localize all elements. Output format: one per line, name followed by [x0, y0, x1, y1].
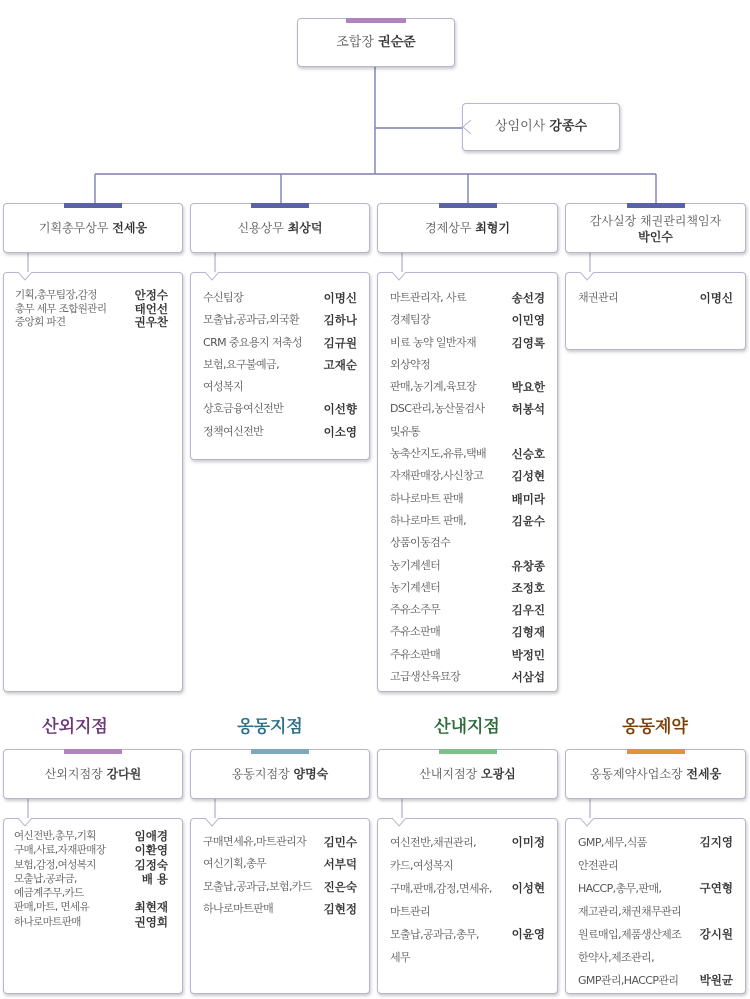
- list-item-role: 하나로마트 판매,: [390, 513, 466, 527]
- list-item-name: 김형재: [511, 625, 545, 640]
- list-item: [578, 923, 733, 946]
- branch-title-sannae: 산내지점: [434, 717, 500, 737]
- list-item: [15, 289, 168, 303]
- dept-head-name: 최형기: [475, 221, 510, 235]
- list-item: [390, 666, 545, 688]
- list-item-role: 카드,여성복지: [390, 859, 454, 872]
- list-item-role: 원료매입,제품생산제조: [578, 928, 682, 941]
- list-item-role: 보험,감정,여성복지: [14, 858, 96, 871]
- branch-role: 산내지점장: [419, 767, 478, 781]
- list-item: [390, 488, 545, 510]
- list-item-role: CRM 중요용지 저축성: [203, 335, 302, 349]
- list-item-role: 주유소판매: [390, 625, 441, 639]
- list-item-role: 재고관리,채권채무관리: [578, 905, 682, 918]
- list-item: [578, 831, 733, 854]
- executive-role: 상임이사: [494, 119, 546, 134]
- list-item-role: 안전관리: [578, 859, 619, 872]
- dept-list-planning: [3, 272, 183, 692]
- list-item-name: 이민영: [511, 313, 545, 328]
- dept-accent-bar: [627, 203, 685, 208]
- list-item: [578, 946, 733, 969]
- branch-list-sanoe: [3, 818, 183, 994]
- list-item: [390, 555, 545, 577]
- list-item: [390, 831, 545, 854]
- list-item: [15, 316, 168, 330]
- list-item: [14, 915, 168, 929]
- list-item: [390, 510, 545, 532]
- list-item-role: 여신기획,총무: [203, 857, 267, 871]
- list-item: [578, 877, 733, 900]
- list-item-role: 채권관리: [578, 291, 619, 304]
- list-item-role: 주유소판매: [390, 647, 441, 661]
- list-item: [203, 332, 357, 354]
- list-item-role: 농축산지도,유류,택배: [390, 447, 487, 461]
- list-item-name: 김윤수: [511, 513, 545, 528]
- list-item-role: 상호금융여신전반: [203, 402, 284, 416]
- dept-accent-bar: [251, 203, 309, 208]
- chairman-box: [297, 18, 455, 67]
- list-item-name: 김하나: [323, 313, 357, 328]
- dept-list-economy: [377, 272, 558, 692]
- list-item-name: 김성현: [511, 469, 545, 484]
- list-item-role: 보험,요구불예금,: [203, 357, 279, 371]
- list-item: [14, 829, 168, 843]
- list-item: [390, 376, 545, 398]
- list-item-name: 태언선: [134, 301, 168, 316]
- list-item-role: 기획,총무팀장,감정: [15, 289, 97, 301]
- list-item: [578, 969, 733, 992]
- list-item: [390, 900, 545, 923]
- list-item-name: 진은숙: [323, 879, 357, 894]
- list-item: [14, 843, 168, 857]
- list-item: [203, 831, 357, 853]
- chairman-accent-bar: [346, 18, 406, 23]
- list-item-name: 배 용: [141, 871, 168, 886]
- list-item: [390, 398, 545, 420]
- list-item: [390, 532, 545, 554]
- chairman-role: 조합장: [336, 35, 374, 50]
- list-item-role: 여신전반,총무,기획: [14, 830, 96, 842]
- list-item-name: 구연형: [699, 881, 733, 895]
- list-item-role: 모출납,공과금,외국환: [203, 313, 300, 327]
- list-item-name: 이성현: [511, 881, 545, 895]
- list-item: [15, 303, 168, 317]
- list-item-name: 서삼섭: [511, 670, 545, 685]
- list-item-name: 이선향: [323, 402, 357, 417]
- chairman-name: 권순준: [378, 35, 416, 50]
- list-item-name: 이소영: [323, 424, 357, 439]
- list-item-name: 김영록: [511, 335, 545, 350]
- list-item-role: 마트관리자, 사료: [390, 291, 466, 304]
- executive-pointer-icon: [462, 120, 472, 134]
- list-item: [578, 900, 733, 923]
- list-item-name: 이환영: [134, 843, 168, 858]
- list-item-role: 모출납,공과금,보험,카드: [203, 879, 312, 893]
- list-item-role: 총무 세무 조합원관리: [15, 302, 107, 315]
- list-item-role: 상품이동검수: [390, 536, 451, 550]
- branch-head-name: 오광심: [481, 767, 516, 781]
- branch-role: 옹동지점장: [231, 767, 290, 781]
- executive-name: 강종수: [549, 119, 588, 134]
- list-item: [390, 577, 545, 599]
- list-item-role: 주유소주무: [390, 603, 441, 617]
- dept-role: 감사실장 채권관리책임자: [589, 214, 722, 228]
- branch-accent-bar: [627, 749, 685, 754]
- list-item-role: 판매,마트, 면세유: [14, 901, 90, 914]
- list-item: [390, 644, 545, 666]
- list-item: [203, 287, 357, 309]
- list-item: [390, 287, 545, 309]
- list-item-name: 안정수: [134, 288, 168, 302]
- list-item-name: 박정민: [511, 647, 545, 662]
- list-item-role: 하나로마트판매: [203, 901, 274, 915]
- dept-header-credit: [190, 203, 370, 253]
- list-item-role: 모출납,공과금,: [14, 872, 77, 885]
- list-item: [390, 354, 545, 376]
- list-item-name: 박요한: [511, 380, 545, 395]
- list-item: [203, 898, 357, 920]
- list-item-role: GMP관리,HACCP관리: [578, 974, 679, 987]
- dept-header-economy: [377, 203, 558, 253]
- list-item-role: 및유통: [390, 424, 421, 438]
- list-item-role: 한약사,제조관리,: [578, 951, 654, 964]
- list-item: [203, 354, 357, 376]
- dept-role: 기획총무상무: [38, 221, 109, 235]
- list-item-name: 임애경: [134, 829, 168, 843]
- dept-role: 경제상무: [425, 221, 472, 235]
- list-item-role: 세무: [390, 951, 411, 964]
- branch-list-pharma: [565, 818, 746, 994]
- list-item: [203, 376, 357, 398]
- branch-role: 옹동제약사업소장: [589, 767, 683, 781]
- branch-head-name: 양명숙: [293, 767, 329, 781]
- list-item: [203, 853, 357, 875]
- dept-accent-bar: [64, 203, 122, 208]
- list-item-name: 이명신: [323, 291, 357, 305]
- list-item: [203, 421, 357, 443]
- dept-list-audit: [565, 272, 746, 350]
- list-item-role: 구매,판매,감정,면세유,: [390, 882, 492, 895]
- list-item-role: 판매,농기계,육묘장: [390, 380, 477, 394]
- list-item: [14, 872, 168, 886]
- list-item: [390, 877, 545, 900]
- list-item: [390, 854, 545, 877]
- list-item-name: 김우진: [511, 603, 545, 618]
- list-item: [578, 854, 733, 877]
- dept-header-planning: [3, 203, 183, 253]
- list-item: [14, 886, 168, 900]
- list-item-name: 김민수: [323, 835, 357, 849]
- list-item: [390, 443, 545, 465]
- branch-header-ongdong: [190, 749, 370, 799]
- list-item-role: 외상약정: [390, 357, 431, 371]
- list-item-name: 강시원: [699, 927, 733, 941]
- dept-head-name: 박인수: [638, 230, 673, 244]
- branch-head-name: 전세웅: [686, 767, 722, 781]
- list-item-name: 김현정: [323, 901, 357, 916]
- list-item-name: 최현재: [134, 900, 168, 915]
- list-item-role: 여성복지: [203, 380, 244, 394]
- list-item-role: 농기계센터: [390, 580, 441, 594]
- list-item-name: 유창종: [511, 558, 545, 573]
- branch-accent-bar: [251, 749, 309, 754]
- dept-header-audit: [565, 203, 746, 253]
- list-item-role: 하나로마트 판매: [390, 491, 464, 505]
- list-item: [14, 900, 168, 914]
- list-item-name: 이윤영: [511, 927, 545, 941]
- list-pointer-icon: [580, 272, 594, 281]
- list-item-name: 배미라: [511, 491, 545, 506]
- branch-title-pharma: 옹동제약: [622, 717, 688, 737]
- list-item-role: 구매,사료,자재판매장: [14, 844, 106, 857]
- branch-title-ongdong: 옹동지점: [237, 717, 303, 737]
- branch-role: 산외지점장: [44, 767, 103, 781]
- list-item-name: 권영희: [134, 914, 168, 929]
- list-item-name: 이명신: [699, 291, 733, 305]
- list-item-name: 김정숙: [134, 857, 168, 872]
- list-item: [390, 923, 545, 946]
- list-item-name: 신승호: [511, 447, 545, 462]
- list-pointer-icon: [18, 818, 32, 827]
- branch-accent-bar: [439, 749, 497, 754]
- list-item-role: 하나로마트판매: [14, 915, 81, 928]
- branch-header-sanoe: [3, 749, 183, 799]
- list-pointer-icon: [18, 272, 32, 281]
- list-item-role: 중앙회 파견: [15, 316, 66, 328]
- list-item-role: 농기계센터: [390, 558, 441, 572]
- list-item: [390, 946, 545, 969]
- list-item-role: DSC관리,농산물검사: [390, 402, 485, 416]
- list-item: [203, 398, 357, 420]
- list-item-name: 박원균: [699, 973, 733, 987]
- list-item-role: 예금계주무,카드: [14, 887, 84, 900]
- list-item-role: 구매면세유,마트관리자: [203, 835, 307, 848]
- list-item: [203, 309, 357, 331]
- branch-list-sannae: [377, 818, 558, 994]
- list-item-role: 여신전반,채권관리,: [390, 836, 477, 849]
- branch-accent-bar: [64, 749, 122, 754]
- list-pointer-icon: [205, 272, 219, 281]
- list-item: [390, 309, 545, 331]
- list-item-role: 자재판매장,사신창고: [390, 469, 484, 483]
- list-item-name: 서부덕: [323, 857, 357, 872]
- list-item: [390, 621, 545, 643]
- list-pointer-icon: [580, 818, 594, 827]
- executive-box: [462, 103, 620, 151]
- list-item: [390, 599, 545, 621]
- list-pointer-icon: [392, 272, 406, 281]
- list-item: [14, 858, 168, 872]
- dept-role: 신용상무: [237, 221, 284, 235]
- dept-head-name: 최상덕: [287, 221, 323, 235]
- dept-head-name: 전세웅: [112, 221, 148, 235]
- list-item: [578, 287, 733, 309]
- list-item-name: 송선경: [511, 291, 545, 305]
- list-item: [390, 465, 545, 487]
- branch-header-sannae: [377, 749, 558, 799]
- list-item-role: 고급생산육묘장: [390, 670, 461, 684]
- branch-header-pharma: [565, 749, 746, 799]
- branch-head-name: 강다원: [106, 767, 142, 781]
- list-item-role: 정책여신전반: [203, 424, 264, 438]
- list-item-role: 모출납,공과금,총무,: [390, 928, 479, 941]
- list-item-name: 조정호: [511, 580, 545, 595]
- list-item-role: 비료 농약 일반자재: [390, 335, 477, 349]
- list-item-role: HACCP,총무,판매,: [578, 882, 662, 895]
- list-item-name: 김규원: [323, 335, 357, 350]
- list-item-role: 마트관리: [390, 905, 431, 918]
- list-item-role: GMP,세무,식품: [578, 836, 647, 849]
- list-item-role: 경제팀장: [390, 313, 431, 327]
- dept-list-credit: [190, 272, 370, 460]
- list-item: [390, 421, 545, 443]
- list-item: [390, 332, 545, 354]
- list-pointer-icon: [392, 818, 406, 827]
- list-pointer-icon: [205, 818, 219, 827]
- list-item-name: 김지영: [699, 835, 733, 849]
- list-item-role: 수신팀장: [203, 291, 244, 304]
- list-item-name: 권우찬: [134, 315, 168, 329]
- list-item-name: 고재순: [323, 357, 357, 372]
- list-item: [203, 876, 357, 898]
- branch-list-ongdong: [190, 818, 370, 994]
- list-item-name: 이미정: [511, 835, 545, 849]
- dept-accent-bar: [439, 203, 497, 208]
- branch-title-sanoe: 산외지점: [42, 717, 108, 737]
- list-item-name: 허봉석: [511, 402, 545, 417]
